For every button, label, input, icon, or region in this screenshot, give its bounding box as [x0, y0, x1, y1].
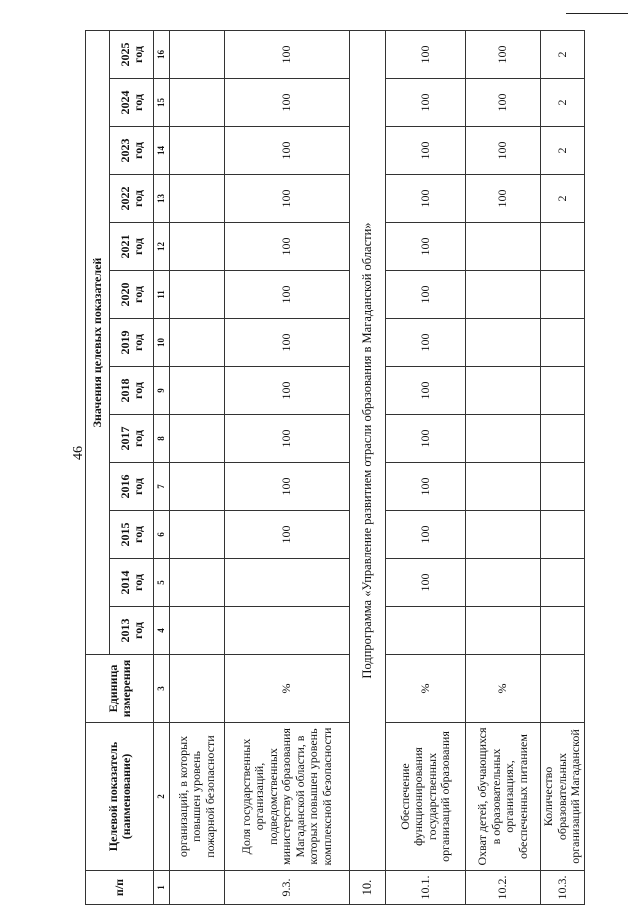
value-cell: 100	[225, 319, 350, 367]
header-year: 2025 год	[110, 31, 154, 79]
value-cell: 100	[225, 79, 350, 127]
indicator-name: Количество образовательных организаций Магаданской	[541, 723, 585, 871]
table-row	[225, 31, 350, 905]
unit-cell	[541, 655, 585, 723]
value-cell: 100	[386, 31, 466, 79]
value-cell: 2	[541, 127, 585, 175]
value-cell	[170, 367, 225, 415]
value-cell	[466, 511, 541, 559]
page-number	[72, 442, 86, 464]
value-cell	[170, 127, 225, 175]
row-number: 10.3.	[541, 871, 585, 905]
header-year: 2022 год	[110, 175, 154, 223]
value-cell: 2	[541, 79, 585, 127]
indicator-name: Обеспечение функционирования государственных организаций образования	[386, 723, 466, 871]
target-indicators-table	[85, 30, 585, 905]
value-cell	[466, 367, 541, 415]
value-cell: 100	[225, 127, 350, 175]
subprogram-row	[350, 31, 386, 905]
indicator-name: Охват детей, обучающихся в образовательных организациях, обеспеченных питанием	[466, 723, 541, 871]
value-cell	[170, 559, 225, 607]
value-cell	[466, 559, 541, 607]
table-row	[541, 31, 585, 905]
row-number: 10.1.	[386, 871, 466, 905]
value-cell	[170, 79, 225, 127]
unit-cell	[170, 655, 225, 723]
header-year: 2024 год	[110, 79, 154, 127]
column-number: 1	[154, 871, 170, 905]
value-cell: 2	[541, 31, 585, 79]
value-cell: 100	[225, 463, 350, 511]
subprogram-title: Подпрограмма «Управление развитием отрасли образования в Магаданской области»	[350, 31, 386, 871]
column-number: 10	[154, 319, 170, 367]
value-cell	[170, 319, 225, 367]
row-number: 9.3.	[225, 871, 350, 905]
header-col-indicator: Целевой показатель (наименование)	[86, 723, 154, 871]
value-cell	[466, 223, 541, 271]
column-number: 11	[154, 271, 170, 319]
value-cell: 100	[386, 79, 466, 127]
value-cell: 100	[225, 415, 350, 463]
subprogram-number: 10.	[350, 871, 386, 905]
value-cell	[541, 319, 585, 367]
value-cell: 100	[386, 223, 466, 271]
value-cell	[466, 607, 541, 655]
row-number: 10.2.	[466, 871, 541, 905]
value-cell: 100	[386, 319, 466, 367]
value-cell: 100	[466, 175, 541, 223]
value-cell	[170, 415, 225, 463]
value-cell: 100	[386, 271, 466, 319]
column-number: 5	[154, 559, 170, 607]
corner-rule	[566, 13, 628, 14]
unit-cell: %	[466, 655, 541, 723]
value-cell	[541, 607, 585, 655]
header-col-num: п/п	[86, 871, 154, 905]
header-year: 2018 год	[110, 367, 154, 415]
header-year: 2016 год	[110, 463, 154, 511]
value-cell: 100	[386, 463, 466, 511]
value-cell	[541, 463, 585, 511]
header-values-group: Значения целевых показателей	[86, 31, 110, 655]
header-year: 2017 год	[110, 415, 154, 463]
value-cell	[225, 607, 350, 655]
table-row	[466, 31, 541, 905]
value-cell	[541, 271, 585, 319]
value-cell	[225, 559, 350, 607]
value-cell: 100	[225, 223, 350, 271]
column-number: 7	[154, 463, 170, 511]
value-cell: 100	[386, 367, 466, 415]
value-cell: 100	[386, 511, 466, 559]
header-col-unit: Единица измерения	[86, 655, 154, 723]
value-cell: 100	[386, 415, 466, 463]
column-number: 9	[154, 367, 170, 415]
value-cell: 100	[466, 127, 541, 175]
value-cell	[541, 367, 585, 415]
column-number: 16	[154, 31, 170, 79]
value-cell	[170, 463, 225, 511]
header-year: 2021 год	[110, 223, 154, 271]
value-cell: 100	[225, 31, 350, 79]
header-year: 2020 год	[110, 271, 154, 319]
value-cell	[541, 511, 585, 559]
value-cell	[170, 511, 225, 559]
value-cell	[170, 607, 225, 655]
header-year: 2023 год	[110, 127, 154, 175]
value-cell	[466, 319, 541, 367]
value-cell	[170, 31, 225, 79]
value-cell	[466, 463, 541, 511]
value-cell	[170, 223, 225, 271]
column-number: 6	[154, 511, 170, 559]
value-cell: 100	[466, 31, 541, 79]
unit-cell: %	[386, 655, 466, 723]
column-number: 13	[154, 175, 170, 223]
value-cell: 100	[225, 271, 350, 319]
column-number: 2	[154, 723, 170, 871]
header-row-1	[86, 31, 110, 905]
value-cell	[541, 415, 585, 463]
value-cell	[541, 223, 585, 271]
column-number: 4	[154, 607, 170, 655]
value-cell: 100	[225, 367, 350, 415]
value-cell	[170, 175, 225, 223]
value-cell: 2	[541, 175, 585, 223]
header-year: 2013 год	[110, 607, 154, 655]
unit-cell: %	[225, 655, 350, 723]
value-cell: 100	[386, 559, 466, 607]
row-number	[170, 871, 225, 905]
value-cell	[170, 271, 225, 319]
value-cell: 100	[386, 175, 466, 223]
column-number-row	[154, 31, 170, 905]
table-row	[170, 31, 225, 905]
indicator-name: Доля государственных организаций, подведомственных министерству образования Магаданской области, в которых повышен уровень комплексной безопасности	[225, 723, 350, 871]
value-cell	[466, 271, 541, 319]
value-cell: 100	[225, 175, 350, 223]
indicator-name: организаций, в которых повышен уровень пожарной безопасности	[170, 723, 225, 871]
value-cell	[541, 559, 585, 607]
header-year: 2014 год	[110, 559, 154, 607]
column-number: 3	[154, 655, 170, 723]
value-cell: 100	[466, 79, 541, 127]
value-cell	[386, 607, 466, 655]
table-row	[386, 31, 466, 905]
value-cell: 100	[225, 511, 350, 559]
header-year: 2015 год	[110, 511, 154, 559]
page-number-text: 46	[71, 446, 86, 460]
value-cell: 100	[386, 127, 466, 175]
column-number: 12	[154, 223, 170, 271]
column-number: 15	[154, 79, 170, 127]
header-year: 2019 год	[110, 319, 154, 367]
column-number: 8	[154, 415, 170, 463]
value-cell	[466, 415, 541, 463]
column-number: 14	[154, 127, 170, 175]
rotated-table-wrapper	[85, 30, 582, 905]
